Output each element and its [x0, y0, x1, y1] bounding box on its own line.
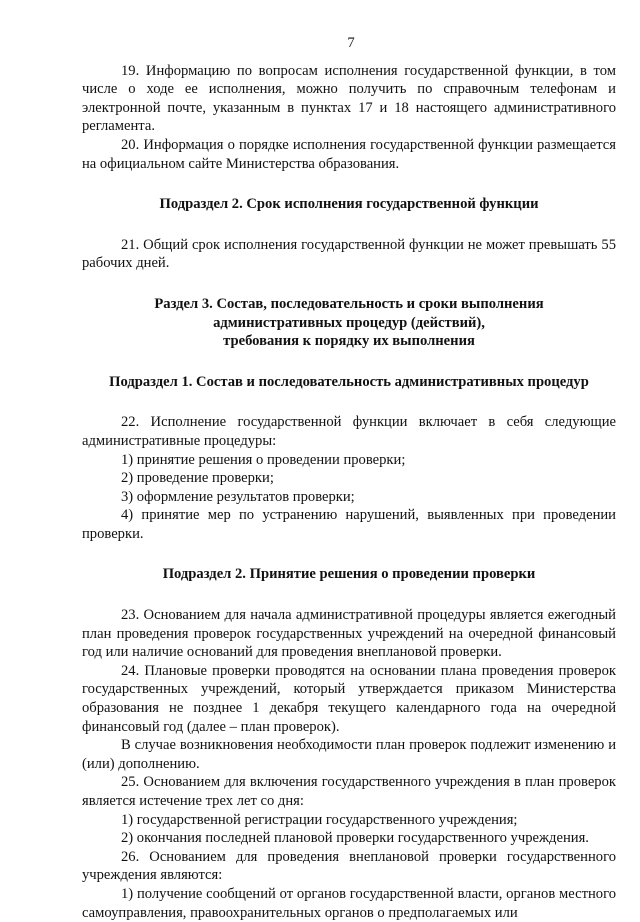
section-3-heading-line-2: административных процедур (действий), [213, 314, 485, 331]
subsection-1-heading: Подраздел 1. Состав и последовательность административных процедур [109, 373, 589, 390]
list-item: 1) принятие решения о проведении проверки; [121, 451, 406, 468]
section-3-heading-line-1: Раздел 3. Состав, последовательность и сроки выполнения [154, 295, 544, 312]
list-item: 1) государственной регистрации государственного учреждения; [121, 811, 518, 828]
paragraph-26-item-1: 1) получение сообщений от органов государственной власти, органов местного самоуправления, правоохранительных органов о предполагаемых или [82, 885, 616, 921]
paragraph-19: 19. Информацию по вопросам исполнения государственной функции, в том числе о ходе ее исполнения, можно получить по справочным телефонам и электронной почте, указанным в пунктах 17 и 18 настоящего административного регламента. [82, 62, 616, 135]
page-number: 7 [347, 35, 355, 51]
paragraph-24: 24. Плановые проверки проводятся на основании плана проведения проверок государственных учреждений, который утверждается приказом Министерства образования не позднее 1 декабря текущего календарного года на очередной финансовый год (далее – план проверок). [82, 662, 616, 735]
list-item: 2) окончания последней плановой проверки государственного учреждения. [121, 830, 589, 847]
paragraph-26: 26. Основанием для проведения внеплановой проверки государственного учреждения являются: [82, 848, 616, 884]
paragraph-20: 20. Информация о порядке исполнения государственной функции размещается на официальном сайте Министерства образования. [82, 136, 616, 172]
list-item: 3) оформление результатов проверки; [121, 488, 355, 505]
list-item: 2) проведение проверки; [121, 470, 274, 487]
paragraph-23: 23. Основанием для начала административной процедуры является ежегодный план проведения проверок государственных учреждений на очередной финансовый год или наличие оснований для проведения внеплановой проверки. [82, 607, 616, 661]
list-item: 4) принятие мер по устранению нарушений, выявленных при проведении проверки. [82, 507, 616, 542]
subsection-2b-heading: Подраздел 2. Принятие решения о проведении проверки [162, 566, 536, 583]
paragraph-22: 22. Исполнение государственной функции включает в себя следующие административные процедуры: [82, 414, 616, 449]
paragraph-25: 25. Основанием для включения государственного учреждения в план проверок является истечение трех лет со дня: [82, 774, 616, 809]
subsection-2-heading: Подраздел 2. Срок исполнения государственной функции [159, 196, 539, 213]
document-page [82, 34, 616, 922]
paragraph-24b: В случае возникновения необходимости план проверок подлежит изменению и (или) дополнению. [82, 737, 616, 772]
section-3-heading-line-3: требования к порядку их выполнения [223, 333, 475, 350]
paragraph-21: 21. Общий срок исполнения государственной функции не может превышать 55 рабочих дней. [82, 236, 616, 272]
